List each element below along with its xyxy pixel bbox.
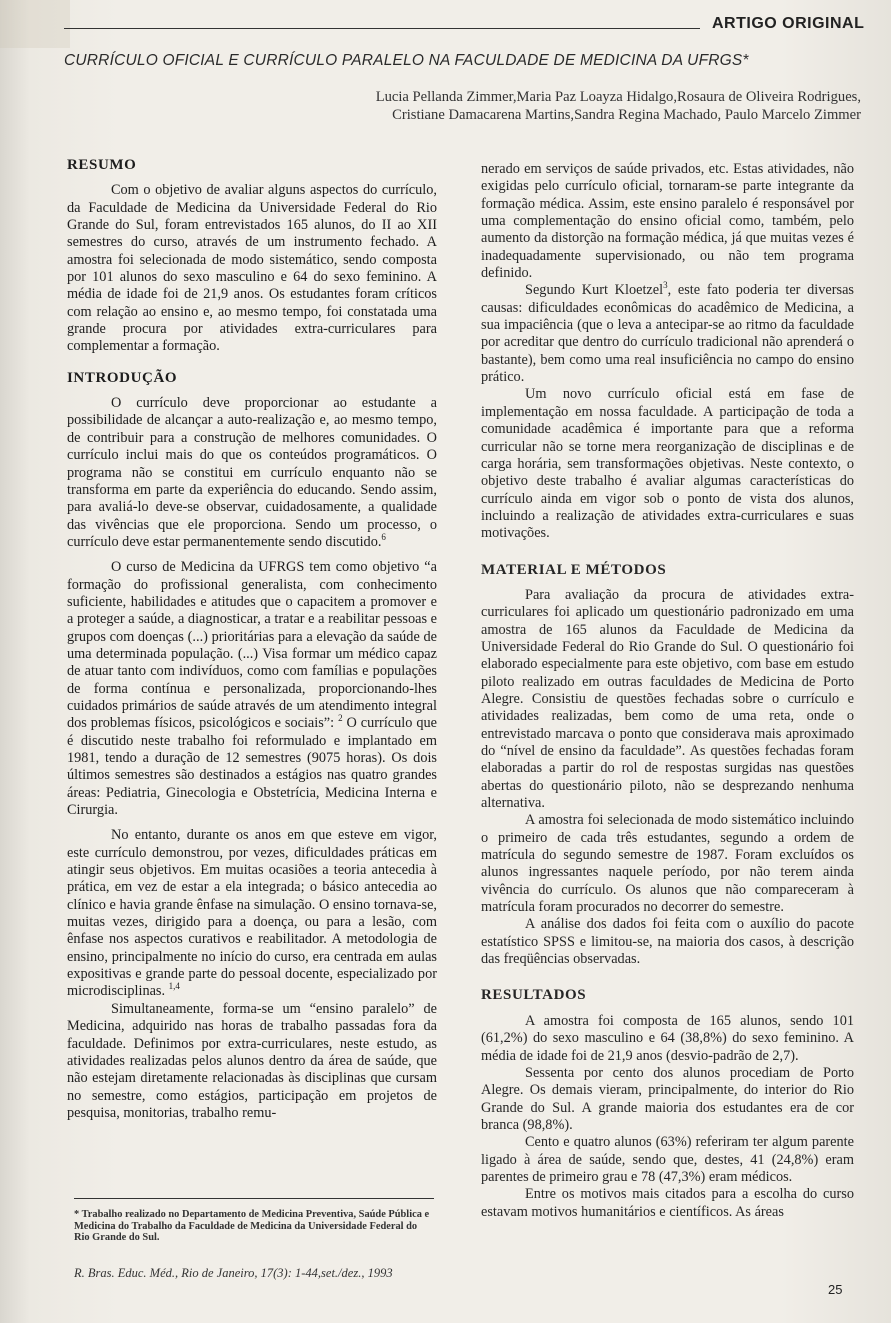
authors-line-2: Cristiane Damacarena Martins,Sandra Regina Machado, Paulo Marcelo Zimmer	[392, 107, 861, 123]
tape-mark	[0, 0, 70, 48]
article-title: CURRÍCULO OFICIAL E CURRÍCULO PARALELO NA FACULDADE DE MEDICINA DA UFRGS*	[64, 52, 749, 69]
results-paragraph-2: Sessenta por cento dos alunos procediam de Porto Alegre. Os demais vieram, principalmente, do interior do Rio Grande do Sul. A grande maioria dos estudantes era de cor branca (98,8%).	[481, 1064, 854, 1133]
section-label: ARTIGO ORIGINAL	[712, 15, 865, 32]
right-column	[481, 161, 854, 1221]
methods-paragraph-1: Para avaliação da procura de atividades extra-curriculares foi aplicado um questionário padronizado em uma amostra de 165 alunos da Faculdade de Medicina da Universidade Federal do Rio Grande do Sul. O questionário foi elaborado especialmente para este objetivo, com base em estudo piloto realizado em outras faculdades de Medicina de Porto Alegre. Consistiu de questões fechadas sobre o currículo e atividades realizadas, bem como de uma reta, onde o entrevistado marcava o ponto que considerava mais aproximado do “nível de ensino da faculdade”. As questões fechadas foram elaboradas a partir do rol de respostas surgidas nas questões abertas do questionário piloto, não se desprezando nenhuma alternativa.	[481, 586, 854, 812]
resumo-paragraph: Com o objetivo de avaliar alguns aspectos do currículo, da Faculdade de Medicina da Universidade Federal do Rio Grande do Sul, foram entrevistados 165 alunos, do II ao XII semestres do curso, através de um instrumento fechado. A amostra foi selecionada de modo sistemático, sendo composta por 101 alunos do sexo masculino e 64 do sexo feminino. A média de idade foi de 21,9 anos. Os estudantes foram críticos com relação ao ensino e, ao mesmo tempo, foi constatada uma grande procura por atividades extra-curriculares para complementar a formação.	[67, 182, 437, 355]
results-paragraph-4: Entre os motivos mais citados para a escolha do curso estavam motivos humanitários e científicos. As áreas	[481, 1186, 854, 1220]
journal-citation: R. Bras. Educ. Méd., Rio de Janeiro, 17(3): 1-44,set./dez., 1993	[74, 1266, 393, 1280]
resumo-heading: RESUMO	[67, 157, 137, 173]
reference-marker: 3	[663, 280, 668, 291]
kloetzel-paragraph: Segundo Kurt Kloetzel$^3$, este fato poderia ter diversas causas: dificuldades econômicas do acadêmico de Medicina, a sua impaciência (que o leva a antecipar-se ao ritmo da faculdade por acreditar que dentro do currículo tradicional não aprenderá o bastante), bem como uma real insuficiência no campo do ensino prático.	[481, 280, 854, 386]
intro-paragraph-3: No entanto, durante os anos em que esteve em vigor, este currículo demonstrou, por vezes, dificuldades práticas em atingir seus objetivos. Em muitas ocasiões a teoria antecedia à prática, em vez de estar a ela integrada; o básico antecedia ao clínico e havia grande ênfase na simulação. O ensino tornava-se, muitas vezes, dirigido para a doença, ou para a lesão, com ênfase nos aspectos curativos e reabilitador. A metodologia de ensino, principalmente no início do curso, era centrada em aulas expositivas e grande parte do pessoal docente, especializado por microdisciplinas. $^{1,4}$	[67, 827, 437, 1000]
reference-marker: 2	[338, 713, 343, 724]
results-heading: RESULTADOS	[481, 987, 587, 1004]
author-list	[376, 88, 861, 124]
left-column	[67, 157, 437, 1122]
footnote: * Trabalho realizado no Departamento de Medicina Preventiva, Saúde Pública e Medicina do Trabalho da Faculdade de Medicina da Universidade Federal do Rio Grande do Sul.	[74, 1209, 430, 1244]
header-rule	[64, 28, 700, 29]
reference-marker: 6	[381, 532, 386, 543]
new-curriculum-paragraph: Um novo currículo oficial está em fase de implementação em nossa faculdade. A participação de toda a comunidade acadêmica é importante para que a reforma curricular não se torne mera reorganização de disciplinas e de carga horária, sem transformações objetivas. Neste contexto, o objetivo deste trabalho é avaliar algumas características do currículo ainda em vigor sob o ponto de vista dos alunos, incluindo a realização de atividades extra-curriculares e suas motivações.	[481, 386, 854, 542]
results-paragraph-1: A amostra foi composta de 165 alunos, sendo 101 (61,2%) do sexo masculino e 64 (38,8%) do sexo feminino. A média de idade foi de 21,9 anos (desvio-padrão de 2,7).	[481, 1012, 854, 1064]
continued-paragraph: nerado em serviços de saúde privados, etc. Estas atividades, não exigidas pelo currículo oficial, tornaram-se parte integrante da formação médica. Assim, este ensino paralelo é responsável por uma complementação do ensino oficial como, também, pelo aumento da distorção na formação médica, já que muitas vezes é inadequadamente supervisionado, ou não tem programa definido.	[481, 161, 854, 282]
authors-line-1: Lucia Pellanda Zimmer,Maria Paz Loayza Hidalgo,Rosaura de Oliveira Rodrigues,	[375, 89, 861, 105]
methods-paragraph-3: A análise dos dados foi feita com o auxílio do pacote estatístico SPSS e limitou-se, na maioria dos casos, à descrição das freqüências observadas.	[481, 916, 854, 968]
page-number: 25	[828, 1282, 843, 1297]
intro-paragraph-1: O currículo deve proporcionar ao estudante a possibilidade de alcançar a auto-realização e, ao mesmo tempo, de contribuir para a construção de melhores comunidades. O currículo inclui mais do que os conteúdos programáticos. O programa não se constitui em currículo enquanto não se transforma em parte da experiência do educando. Sendo assim, para avaliá-lo deve-se observar, cuidadosamente, a qualidade das vivências que ele proporciona. Sendo um processo, o currículo deve estar permanentemente sendo discutido.$^6$	[67, 395, 437, 550]
results-paragraph-3: Cento e quatro alunos (63%) referiram ter algum parente ligado à área de saúde, sendo que, destes, 41 (24,8%) eram parentes de primeiro grau e 78 (47,3%) eram médicos.	[481, 1134, 854, 1185]
methods-paragraph-2: A amostra foi selecionada de modo sistemático incluindo o primeiro de cada três estudantes, segundo a ordem de matrícula do segundo semestre de 1987. Foram excluídos os alunos ingressantes naquele período, por não terem ainda vivência do currículo. Os alunos que não compareceram à matrícula foram procurados no decorrer do semestre.	[481, 812, 854, 916]
material-heading: MATERIAL E MÉTODOS	[481, 561, 667, 578]
intro-heading: INTRODUÇÃO	[67, 369, 178, 386]
intro-paragraph-2: O curso de Medicina da UFRGS tem como objetivo “a formação do profissional generalista, com conhecimento suficiente, habilidades e atitudes que o capacitem a promover e a proteger a saúde, a diagnosticar, a tratar e a reabilitar pessoas e grupos com doenças (...) prioritárias para a elevação da saúde de uma determinada população. (...) Visa formar um médico capaz de atuar tanto com indivíduos, como com famílias e populações de forma contínua e personalizada, proporcionando-lhes cuidados primários de saúde através de um atendimento integral dos problemas físicos, psicológicos e sociais”: $^2$ O currículo que é discutido neste trabalho foi reformulado e implantado em 1981, tendo a duração de 12 semestres (9075 horas). Os dois últimos semestres são destinados a estágios nas quatro grandes áreas: Pediatria, Ginecologia e Obstetrícia, Medicina Interna e Cirurgia.	[67, 559, 437, 819]
intro-paragraph-4: Simultaneamente, forma-se um “ensino paralelo” de Medicina, adquirido nas horas de trabalho passadas fora da faculdade. Definimos por extra-curriculares, neste estudo, as atividades realizadas pelos alunos dentro da área de saúde, que não estejam diretamente relacionadas às disciplinas que cursam no semestre, como estágios, participação em projetos de pesquisa, monitorias, trabalho remu-	[67, 1000, 437, 1121]
reference-marker: 1,4	[168, 981, 180, 992]
footnote-rule	[74, 1198, 434, 1199]
